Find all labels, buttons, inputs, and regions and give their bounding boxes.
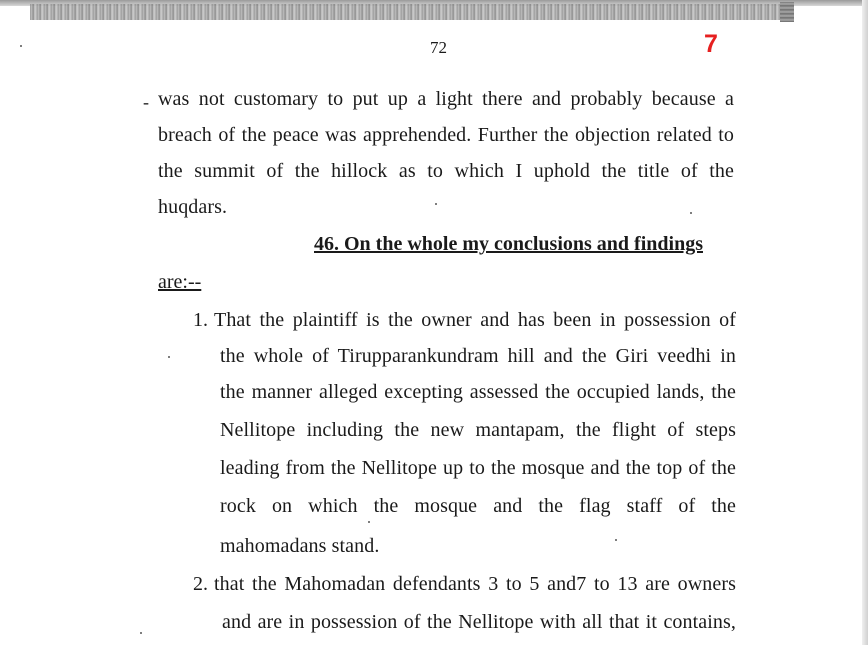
text-line: That the plaintiff is the owner and has been in possession of (214, 309, 736, 331)
text-line: was not customary to put up a light there and probably because a (158, 88, 734, 110)
text-line: and are in possession of the Nellitope with all that it contains, (222, 611, 736, 633)
text-line: leading from the Nellitope up to the mosque and the top of the (220, 457, 736, 479)
finding-number: 2. (193, 573, 208, 595)
page-number: 72 (430, 38, 447, 57)
scan-speck (168, 356, 170, 358)
scan-speck (435, 203, 437, 205)
margin-dash: - (143, 92, 149, 112)
finding-number: 1. (193, 309, 208, 331)
text-line: that the Mahomadan defendants 3 to 5 and7 to 13 are owners (214, 573, 736, 595)
text-line: the manner alleged excepting assessed the occupied lands, the (220, 381, 736, 403)
section-heading-continuation: are:-- (158, 271, 202, 293)
scan-speck (20, 45, 22, 47)
text-line: the summit of the hillock as to which I uphold the title of the (158, 160, 734, 182)
scan-header-strip (30, 4, 792, 20)
text-line: mahomadans stand. (220, 535, 380, 557)
scan-corner-mark (780, 2, 794, 22)
scan-speck (690, 212, 692, 214)
scan-speck (615, 539, 617, 541)
section-heading: 46. On the whole my conclusions and findings (314, 233, 703, 255)
scan-speck (140, 632, 142, 634)
text-line: breach of the peace was apprehended. Further the objection related to (158, 124, 734, 146)
text-line: huqdars. (158, 196, 228, 218)
page-right-border (862, 0, 868, 645)
text-line: Nellitope including the new mantapam, the flight of steps (220, 419, 736, 441)
annotation-number: 7 (704, 30, 718, 58)
text-line: the whole of Tirupparankundram hill and the Giri veedhi in (220, 345, 736, 367)
text-line: rock on which the mosque and the flag staff of the (220, 495, 736, 517)
scan-speck (368, 521, 370, 523)
